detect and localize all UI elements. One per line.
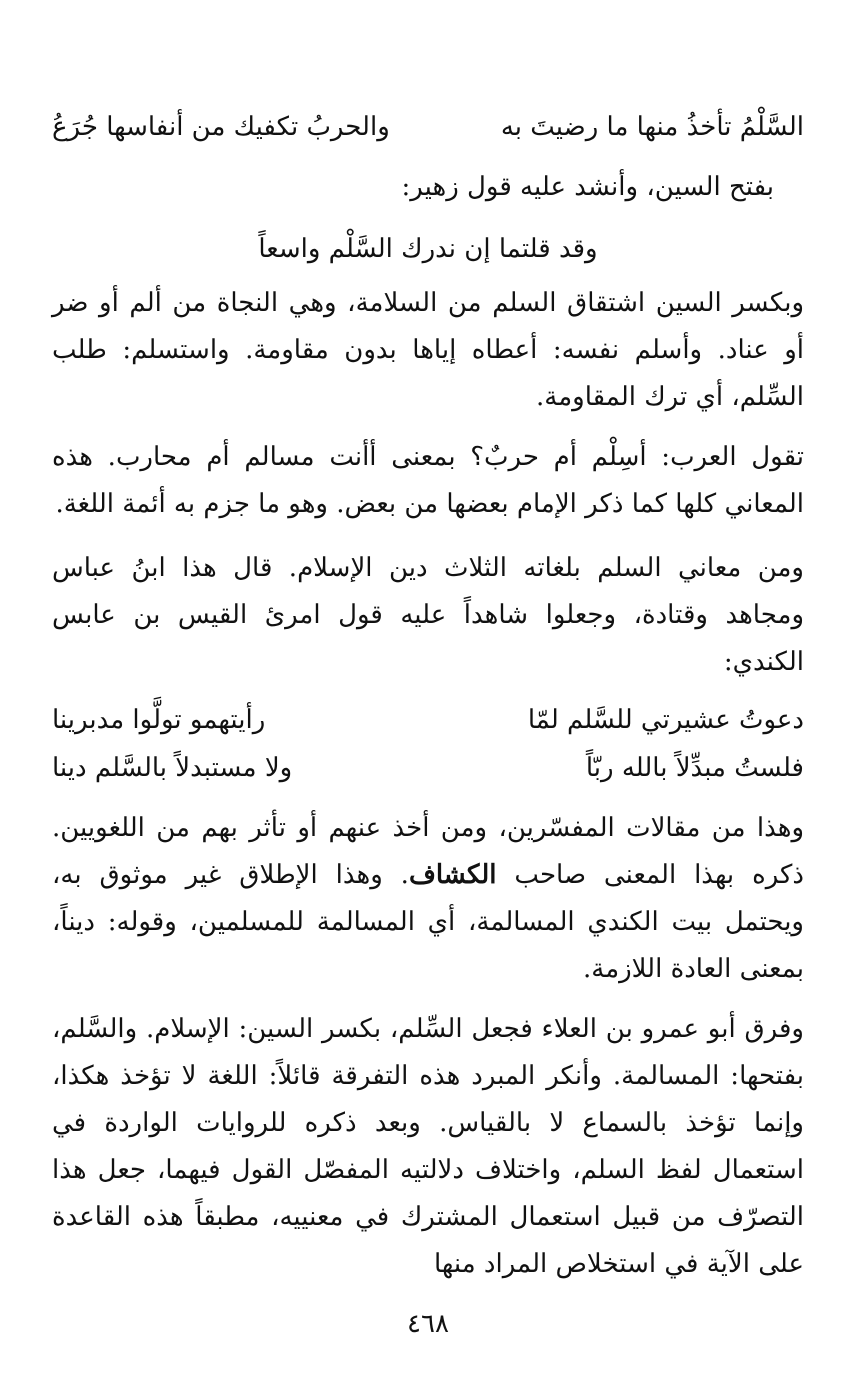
paragraph-text: . وهذا الإطلاق غير موثوق به، ويحتمل بيت الكندي المسالمة، أي المسالمة للمسلمين، وقوله: ديناً، بمعنى العادة اللازمة. xyxy=(52,860,804,984)
verse-hemistich-right: دعوتُ عشيرتي للسَّلم لمّا xyxy=(527,705,804,735)
page-number: ٤٦٨ xyxy=(407,1309,449,1339)
verse-line-2 xyxy=(52,697,804,744)
verse-zuhair: وقد قلتما إن ندرك السَّلْم واسعاً xyxy=(258,234,598,264)
verse-hemistich-right: السَّلْمُ تأخذُ منها ما رضيتَ به xyxy=(500,112,804,142)
paragraph-mufassirin xyxy=(52,805,804,993)
verse-line-3 xyxy=(52,745,804,792)
verse-hemistich-left: رأيتهمو تولَّوا مدبرينا xyxy=(52,705,266,735)
paragraph-islam: ومن معاني السلم بلغاته الثلاث دين الإسلام. قال هذا ابنُ عباس ومجاهد وقتادة، وجعلوا شاهداً عليه قول امرئ القيس بن عابس الكندي: xyxy=(52,553,804,677)
book-title-kashshaf: الكشاف xyxy=(408,860,497,890)
paragraph-kasr: وبكسر السين اشتقاق السلم من السلامة، وهي النجاة من ألم أو ضر أو عناد. وأسلم نفسه: أعطاه إياها بدون مقاومة. واستسلم: طلب السِّلم، أي ترك المقاومة. xyxy=(52,288,804,412)
paragraph-abu-amr: وفرق أبو عمرو بن العلاء فجعل السِّلم، بكسر السين: الإسلام. والسَّلم، بفتحها: المسالمة. وأنكر المبرد هذه التفرقة قائلاً: اللغة لا تؤخذ هكذا، وإنما تؤخذ بالسماع لا بالقياس. وبعد ذكره للروايات الواردة في استعمال لفظ السلم، واختلاف دلالتيه المفصّل القول فيهما، جعل هذا التصرّف من قبيل استعمال المشترك في معنييه، مطبقاً هذه القاعدة على الآية في استخلاص المراد منها xyxy=(52,1014,804,1279)
paragraph-text: وهذا من مقالات المفسّرين، ومن أخذ عنهم أو تأثر بهم من اللغويين. ذكره بهذا المعنى صاحب xyxy=(52,813,804,890)
text-line-fath: بفتح السين، وأنشد عليه قول زهير: xyxy=(401,172,774,202)
verse-hemistich-right: فلستُ مبدِّلاً بالله ربّاً xyxy=(585,753,804,783)
verse-hemistich-left: ولا مستبدلاً بالسَّلم دينا xyxy=(52,753,293,783)
verse-hemistich-left: والحربُ تكفيك من أنفاسها جُرَعُ xyxy=(52,112,390,142)
verse-line-1 xyxy=(52,104,804,151)
paragraph-arab: تقول العرب: أسِلْم أم حربٌ؟ بمعنى أأنت مسالم أم محارب. هذه المعاني كلها كما ذكر الإمام بعضها من بعض. وهو ما جزم به أئمة اللغة. xyxy=(52,442,804,519)
